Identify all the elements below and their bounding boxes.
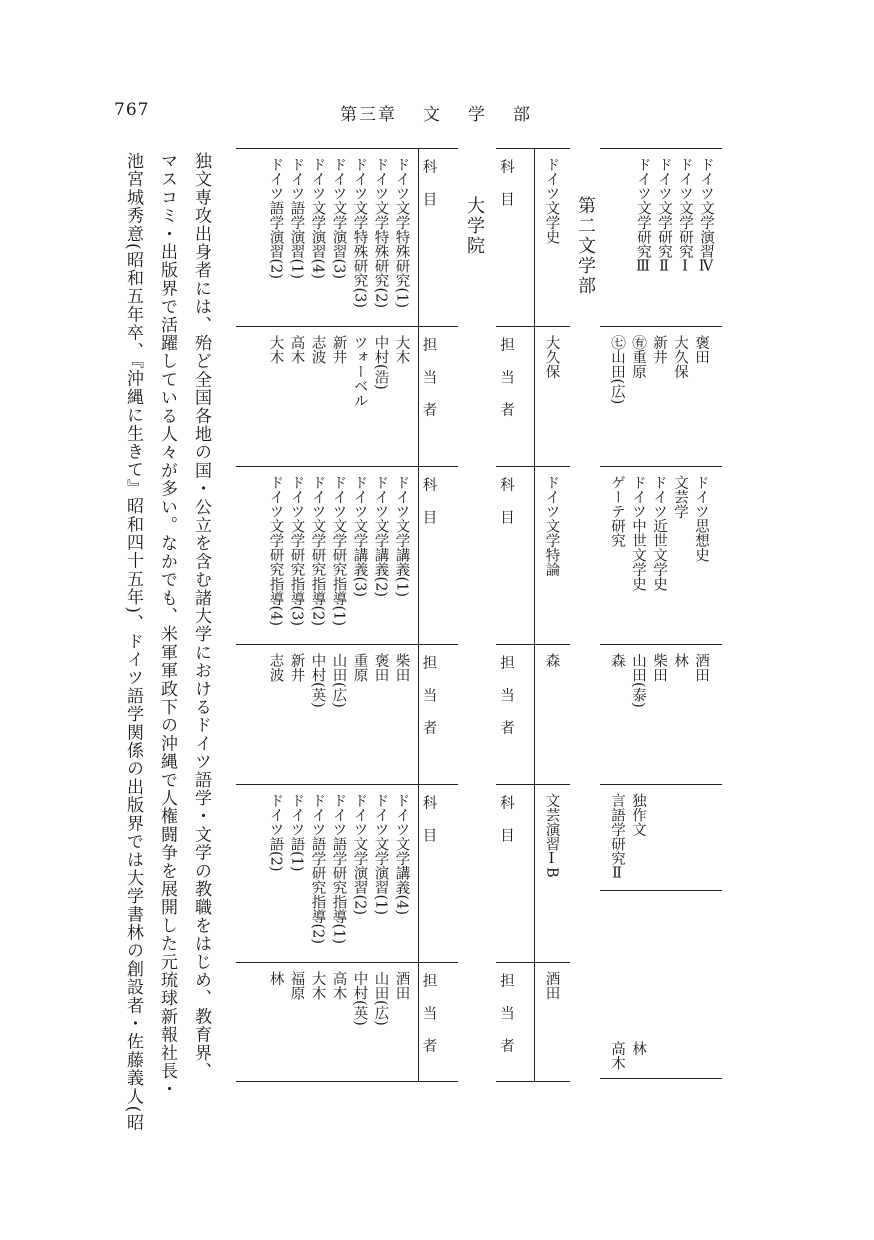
graduate-group3-subjects: ドイツ文学講義(4) ドイツ文学演習(1) ドイツ文学演習(2) ドイツ語学研究指導(1) ドイツ語学研究指導(2) ドイツ語(1) ドイツ語(2) bbox=[267, 793, 410, 945]
graduate-group1-subjects: ドイツ文学特殊研究(1) ドイツ文学特殊研究(2) ドイツ文学特殊研究(3) ドイツ文学演習(3) ドイツ文学演習(4) ドイツ語学演習(1) ドイツ語学演習(2) bbox=[267, 157, 410, 309]
second-faculty-table-b bbox=[496, 148, 570, 1082]
second-b-row1-subject: ドイツ文学史 bbox=[543, 157, 560, 244]
graduate-header-subject: 科目 bbox=[420, 159, 437, 224]
body-line-1: 独文専攻出身者には、殆ど全国各地の国・公立を含む諸大学におけるドイツ語学・文学の教職をはじめ、教育界、 bbox=[191, 152, 211, 1081]
chapter-title-char-1: 文 bbox=[423, 105, 442, 125]
graduate-header-teacher: 担当者 bbox=[420, 337, 437, 435]
section-title-graduate: 大学院 bbox=[464, 196, 485, 256]
second-b-row3-teacher: 酒田 bbox=[543, 971, 560, 1000]
graduate-header-subject-3: 科目 bbox=[420, 795, 437, 860]
body-line-3: 池宮城秀意(昭和五年卒、『沖縄に生きて』昭和四十五年)、ドイツ語学関係の出版界では大学書林の創設者・佐藤義人(昭 bbox=[123, 152, 143, 1132]
section-title-second: 第二文学部 bbox=[575, 196, 596, 296]
chapter-title-char-3: 部 bbox=[513, 105, 532, 125]
second-b-header-teacher: 担当者 bbox=[498, 337, 514, 435]
second-group1-teachers: 褒田 大久保 新井 ㊒重原 ㊆山田(広) bbox=[609, 335, 709, 405]
second-b-row3-subject: 文芸演習ⅠB bbox=[543, 793, 560, 878]
second-b-header-subject-2: 科目 bbox=[498, 477, 514, 542]
second-group2-subjects: ドイツ思想史 文芸学 ドイツ近世文学史 ドイツ中世文学史 ゲーテ研究 bbox=[609, 475, 709, 591]
second-group3-teachers: 林 高木 bbox=[609, 1040, 646, 1070]
second-b-header-subject: 科目 bbox=[498, 159, 514, 224]
second-b-header-teacher-3: 担当者 bbox=[498, 973, 514, 1071]
second-faculty-table bbox=[600, 148, 722, 1079]
graduate-table bbox=[236, 148, 458, 1082]
second-group3-subjects: 独作文 言語学研究Ⅱ bbox=[609, 793, 646, 882]
graduate-header-teacher-2: 担当者 bbox=[420, 655, 437, 753]
second-b-row2-subject: ドイツ文学特論 bbox=[543, 475, 560, 577]
second-group2-teachers: 酒田 林 柴田 山田(泰) 森 bbox=[609, 653, 709, 708]
graduate-group3-teachers: 酒田 山田(広) 中村(英) 高木 大木 福原 林 bbox=[267, 971, 410, 1026]
graduate-header-teacher-3: 担当者 bbox=[420, 973, 437, 1071]
graduate-group2-subjects: ドイツ文学講義(1) ドイツ文学講義(2) ドイツ文学講義(3) ドイツ文学研究指導(1) ドイツ文学研究指導(2) ドイツ文学研究指導(3) ドイツ文学研究指導(4) bbox=[267, 475, 410, 627]
second-group1-subjects: ドイツ文学演習Ⅳ ドイツ文学研究Ⅰ ドイツ文学研究Ⅱ ドイツ文学研究Ⅲ bbox=[635, 157, 714, 275]
chapter-number: 第三章 bbox=[340, 105, 397, 125]
second-b-header-subject-3: 科目 bbox=[498, 795, 514, 860]
graduate-header-subject-2: 科目 bbox=[420, 477, 437, 542]
chapter-title-char-2: 学 bbox=[468, 105, 487, 125]
graduate-group2-teachers: 柴田 褒田 重原 山田(広) 中村(英) 新井 志波 bbox=[267, 653, 410, 708]
second-b-row1-teacher: 大久保 bbox=[543, 335, 560, 379]
second-b-header-teacher-2: 担当者 bbox=[498, 655, 514, 753]
running-header bbox=[340, 100, 558, 125]
body-line-2: マスコミ・出版界で活躍している人々が多い。なかでも、米軍軍政下の沖縄で人権闘争を展開した元琉球新報社長・ bbox=[157, 152, 177, 1099]
page-number: 767 bbox=[114, 100, 150, 120]
graduate-group1-teachers: 大木 中村(浩) ツォーベル 新井 志波 高木 大木 bbox=[267, 335, 410, 408]
second-b-row2-teacher: 森 bbox=[543, 653, 560, 668]
